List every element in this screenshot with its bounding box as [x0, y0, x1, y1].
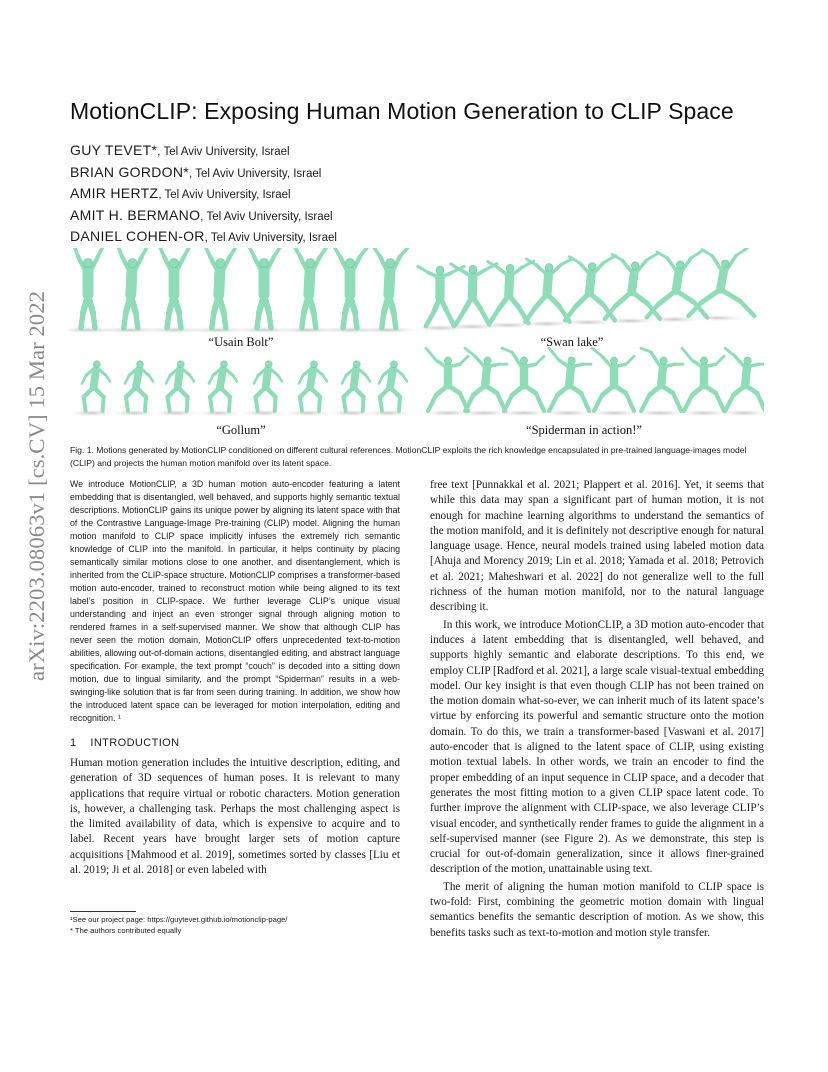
author-name: AMIR HERTZ [70, 185, 159, 201]
human-silhouette [286, 361, 330, 416]
motion-figures [68, 248, 764, 416]
human-silhouette [544, 348, 591, 416]
human-silhouette [234, 248, 294, 333]
author-affiliation: , Tel Aviv University, Israel [204, 232, 337, 244]
footnote-equal-contribution: * The authors contributed equally [70, 925, 182, 935]
figure-label-usain-bolt: “Usain Bolt” [208, 335, 274, 349]
human-silhouette [144, 248, 204, 333]
author-name: DANIEL COHEN-OR [70, 228, 205, 244]
body-paragraph: free text [Punnakkal et al. 2021; Plappert et al. 2016]. Yet, it seems that while this data may span a significant part of human motion, it is not enough for machine learning algorithms to understand the semantics of the motion manifold, and it is definitely not descriptive enough for natural language usage. Hence, neural models trained using labeled motion data [Ahuja and Morency 2019; Lin et al. 2018; Yamada et al. 2018; Petrovich et al. 2021; Maheshwari et al. 2022] do not generalize well to the full richness of the human motion manifold, nor to the natural language describing it. [430, 479, 764, 614]
teaser-figure [68, 248, 764, 438]
paper-title: MotionCLIP: Exposing Human Motion Generation to CLIP Space [70, 98, 734, 124]
figure-label-gollum: “Gollum” [216, 423, 266, 437]
human-silhouette [188, 248, 248, 333]
human-silhouette [366, 361, 410, 416]
human-silhouette [590, 348, 637, 416]
author-entry [70, 141, 337, 163]
author-affiliation: , Tel Aviv University, Israel [157, 146, 290, 158]
human-silhouette [100, 248, 160, 333]
author-entry [70, 184, 337, 206]
footnotes [70, 915, 287, 936]
human-silhouette [320, 248, 380, 333]
arxiv-sidebar-stamp [22, 288, 50, 683]
figure-caption: Fig. 1. Motions generated by MotionCLIP conditioned on different cultural references. MotionCLIP exploits the rich knowledge encapsulated in pre-trained language-images model (CLIP) and projects the human motion manifold over its latent space. [70, 445, 747, 468]
human-silhouette [242, 361, 286, 416]
human-silhouette [278, 248, 338, 333]
author-entry [70, 163, 337, 185]
author-name: GUY TEVET* [70, 142, 158, 158]
author-name: BRIAN GORDON* [70, 163, 190, 180]
body-paragraph: In this work, we introduce MotionCLIP, a 3D motion auto-encoder that induces a latent embedding that is disentangled, well behaved, and supports highly semantic and elaborate descriptions. To this end, we employ CLIP [Radford et al. 2021], a large scale visual-textual embedding model. Our key insight is that even though CLIP has not been trained on the motion domain what-so-ever, we can inherit much of its latent space’s virtue by enforcing its powerful and semantic structure onto the motion domain. To do this, we train a transformer-based [Vaswani et al. 2017] auto-encoder that is aligned to the latent space of CLIP, using existing motion textual labels. In other words, we train an encoder to find the proper embedding of an input sequence in CLIP space, and a decoder that generates the most fitting motion to a given CLIP space latent code. To further improve the alignment with CLIP-space, we also leverage CLIP’s visual encoder, and synthetically render frames to guide the alignment in a self-supervised manner (see Figure 2). As we demonstrate, this step is crucial for out-of-domain generalization, since it allows finer-grained description of the motion, unattainable using text. [430, 618, 764, 876]
figure-label-spiderman: “Spiderman in action!” [526, 423, 642, 437]
human-silhouette [720, 348, 764, 416]
author-affiliation: , Tel Aviv University, Israel [158, 189, 291, 201]
intro-paragraph-left: Human motion generation includes the intuitive description, editing, and generation of 3D sequences of human poses. It is relevant to many applications that require virtual or robotic characters. Motion generation is, however, a challenging task. Perhaps the most challenging aspect is the limited availability of data, which is expensive to acquire and to label. Recent years have brought larger sets of motion capture acquisitions [Mahmood et al. 2019], sometimes sorted by classes [Liu et al. 2019; Ji et al. 2018] or even labeled with [70, 757, 400, 877]
section-title: INTRODUCTION [90, 737, 180, 749]
human-silhouette [68, 248, 118, 333]
human-silhouette [680, 348, 727, 416]
human-silhouette [521, 258, 573, 327]
human-silhouette [196, 361, 240, 416]
human-silhouette [500, 348, 547, 416]
right-column [430, 478, 764, 941]
section-heading [70, 737, 180, 749]
author-entry [70, 206, 337, 228]
figure-label-swan-lake: “Swan lake” [540, 335, 604, 349]
human-silhouette [330, 361, 374, 416]
human-silhouette [112, 361, 156, 416]
human-silhouette [70, 361, 114, 416]
author-name: AMIT H. BERMANO [70, 206, 201, 223]
body-paragraph: The merit of aligning the human motion manifold to CLIP space is two-fold: First, combining the geometric motion domain with lingual semantics benefits the semantic description of motion. As we show, this benefits tasks such as text-to-motion and motion style transfer. [430, 880, 764, 939]
arxiv-id: arXiv:2203.08063v1 [cs.CV] 15 Mar 2022 [24, 296, 49, 681]
footnote-rule [70, 911, 136, 912]
human-silhouette [154, 361, 198, 416]
abstract: We introduce MotionCLIP, a 3D human motion auto-encoder featuring a latent embedding that is disentangled, well behaved, and supports highly semantic textual descriptions. MotionCLIP gains its unique power by aligning its latent space with that of the Contrastive Language-Image Pre-training (CLIP) model. Aligning the human motion manifold to CLIP space implicitly infuses the extremely rich semantic knowledge of CLIP into the manifold. In particular, it helps continuity by placing semantically similar motions close to one another, and disentanglement, which is inherited from the CLIP-space structure. MotionCLIP comprises a transformer-based motion auto-encoder, trained to reconstruct motion while being aligned to its text label’s position in CLIP-space. We further leverage CLIP’s unique visual understanding and inject an even stronger signal through aligning motion to rendered frames in a self-supervised manner. We show that although CLIP has never seen the motion domain, MotionCLIP offers unprecedented text-to-motion abilities, allowing out-of-domain actions, disentangled editing, and abstract language specification. For example, the text prompt “couch” is decoded into a sitting down motion, due to lingual similarity, and the prompt “Spiderman” results in a web-swinging-like solution that is far from seen during training. In addition, we show how the introduced latent space can be leveraged for motion interpolation, editing and recognition. ¹ [70, 479, 400, 723]
author-list [70, 141, 337, 249]
author-affiliation: , Tel Aviv University, Israel [200, 210, 333, 223]
section-number: 1 [70, 737, 77, 749]
human-silhouette [636, 348, 683, 416]
author-affiliation: , Tel Aviv University, Israel [189, 167, 322, 180]
footnote-project-page: ¹See our project page: https://guytevet.github.io/motionclip-page/ [70, 915, 288, 924]
human-silhouette [424, 348, 471, 416]
human-silhouette [358, 248, 418, 333]
author-entry [70, 227, 337, 249]
